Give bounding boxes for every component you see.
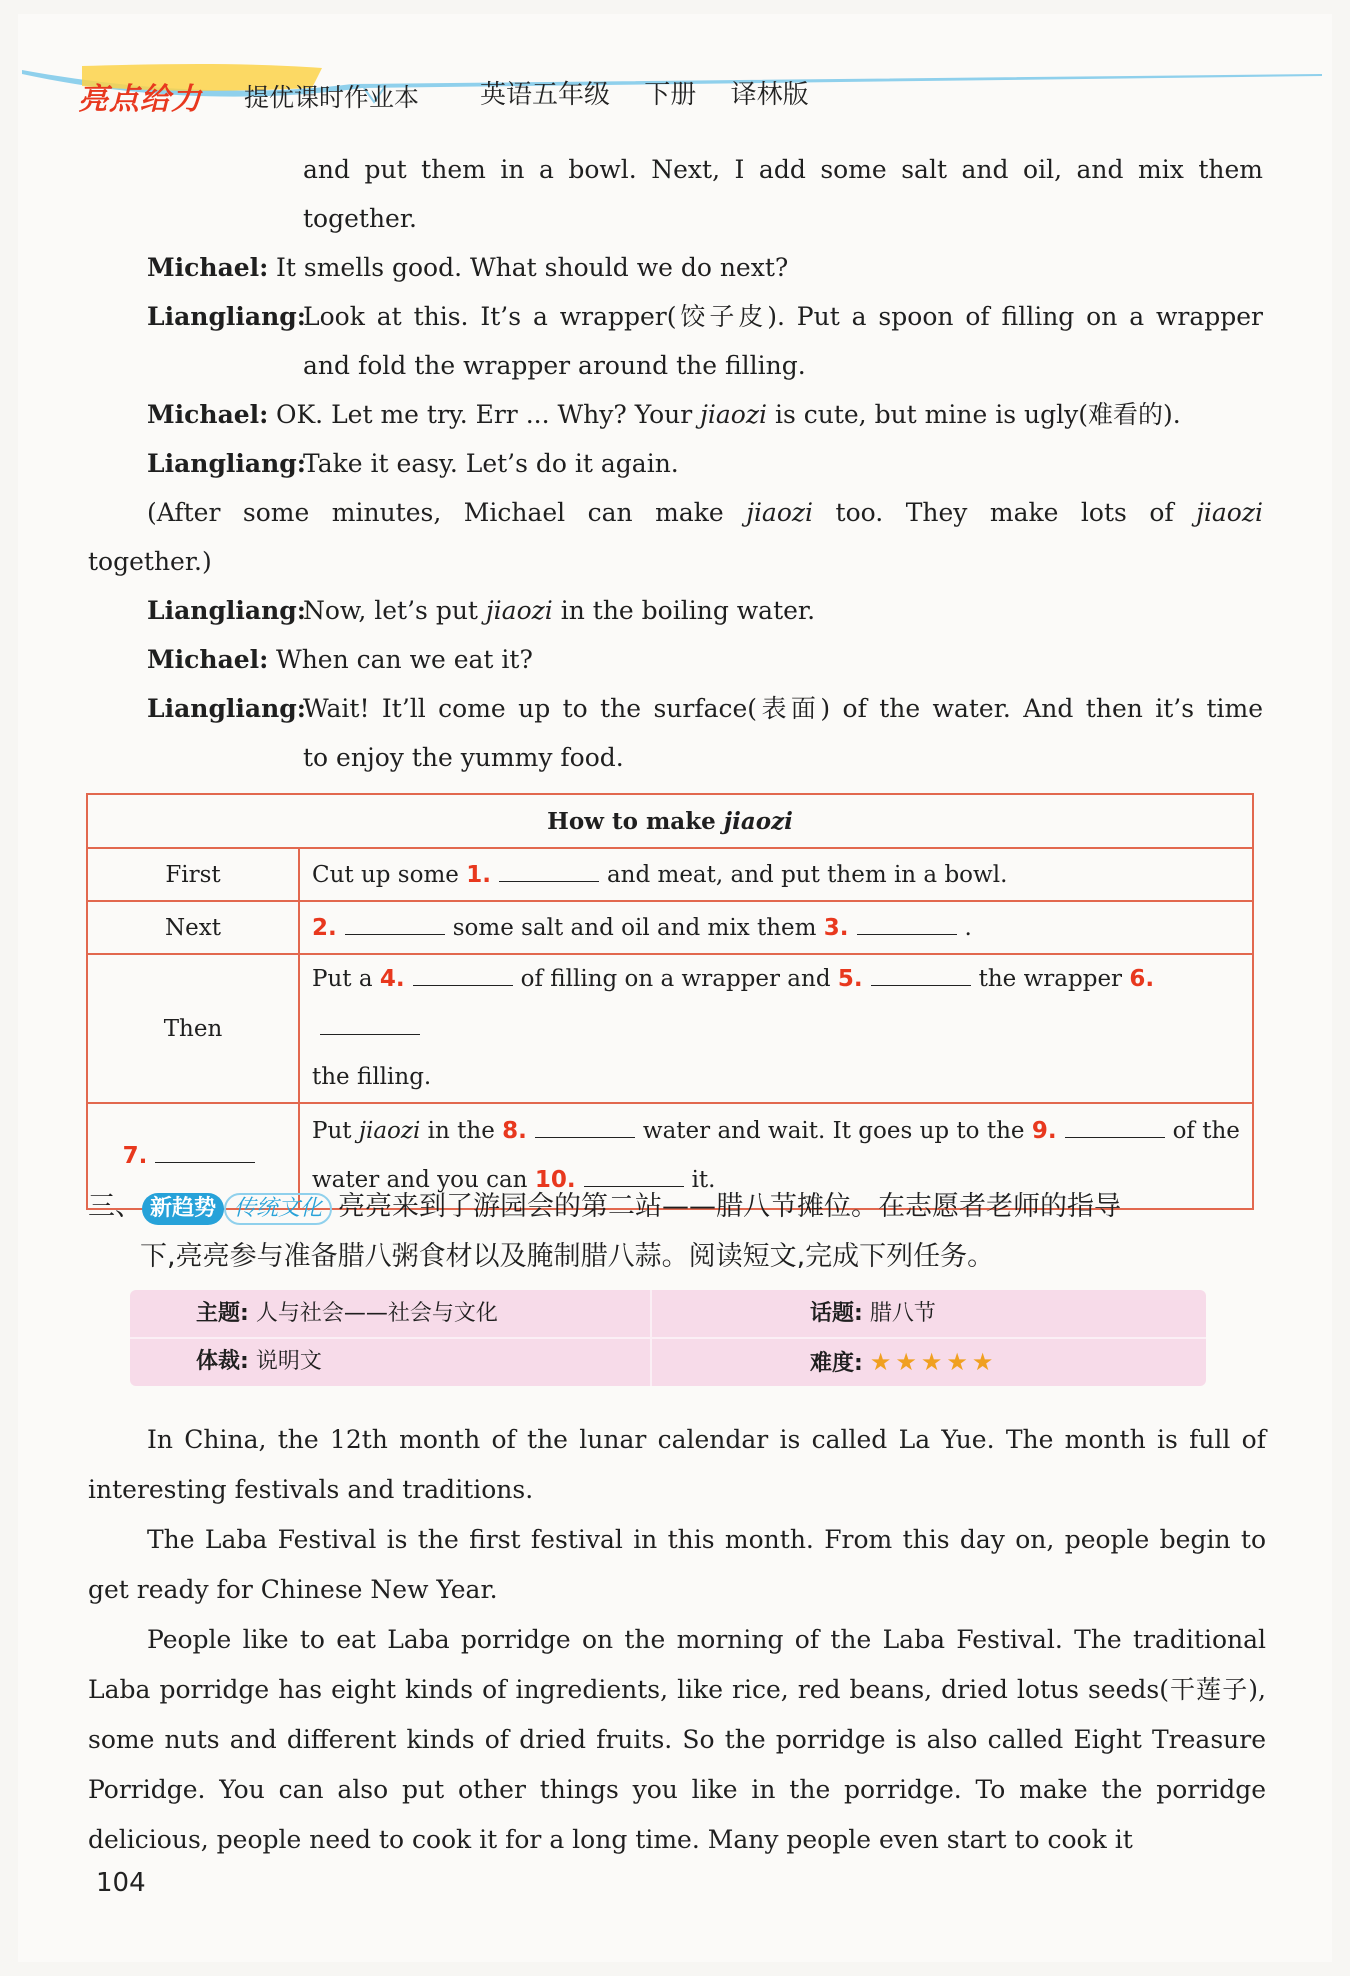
page-header <box>0 0 1350 130</box>
dialogue-text: Wait! It’ll come up to the surface(表面) of the water. And then it’s time <box>303 694 1263 723</box>
step-label: 7. <box>87 1103 299 1209</box>
step-text: Put jiaozi in the 8. water and wait. It goes up to the 9. of the water and you can 10. it. <box>299 1103 1253 1209</box>
book-info <box>480 74 835 111</box>
stage-direction-end: together.) <box>88 547 212 576</box>
step-label: Then <box>87 954 299 1103</box>
speaker-name: Liangliang: <box>147 694 307 723</box>
brand-logo-text: 亮点给力 <box>78 82 202 117</box>
answer-blank[interactable] <box>871 967 971 986</box>
dialogue-text: When can we eat it? <box>276 645 533 674</box>
dialogue-line: together. <box>303 204 417 233</box>
volume: 下册 <box>644 80 697 110</box>
dialogue-line <box>88 243 1263 292</box>
dialogue-line <box>88 684 1263 733</box>
answer-blank[interactable] <box>155 1144 255 1163</box>
table-row <box>87 848 1253 901</box>
reading-passage <box>88 1415 1266 1865</box>
dialogue-text: Take it easy. Let’s do it again. <box>303 449 679 478</box>
answer-blank[interactable] <box>413 967 513 986</box>
dialogue-line <box>88 439 1263 488</box>
instruction-line: 三、 新趋势 传统文化 亮亮来到了游园会的第二站——腊八节摊位。在志愿者老师的指导 <box>88 1182 1268 1232</box>
dialogue <box>88 145 1263 782</box>
answer-blank[interactable] <box>857 916 957 935</box>
dialogue-text: It smells good. What should we do next? <box>276 253 789 282</box>
dialogue-line: and put them in a bowl. Next, I add some salt and oil, and mix them <box>303 155 1263 184</box>
speaker-name: Liangliang: <box>147 302 307 331</box>
step-text: Cut up some 1. and meat, and put them in a bowl. <box>299 848 1253 901</box>
speaker-name: Liangliang: <box>147 449 307 478</box>
answer-blank[interactable] <box>1065 1119 1165 1138</box>
table-row <box>87 901 1253 954</box>
step-text: Put a 4. of filling on a wrapper and 5. the wrapper 6. the filling. <box>299 954 1253 1103</box>
dialogue-line: and fold the wrapper around the filling. <box>303 351 806 380</box>
stage-direction: (After some minutes, Michael can make jiaozi too. They make lots of jiaozi <box>147 498 1263 527</box>
answer-blank[interactable] <box>320 1016 420 1035</box>
table-row <box>87 954 1253 1103</box>
speaker-name: Michael: <box>147 400 269 429</box>
dialogue-line <box>88 390 1263 439</box>
answer-blank[interactable] <box>345 916 445 935</box>
dialogue-line: to enjoy the yummy food. <box>303 743 624 772</box>
speaker-name: Michael: <box>147 645 269 674</box>
dialogue-text: OK. Let me try. Err ... Why? Your jiaozi is cute, but mine is ugly(难看的). <box>276 400 1181 429</box>
culture-badge: 传统文化 <box>224 1193 332 1225</box>
genre-info: 体裁: 说明文 <box>196 1349 322 1374</box>
dialogue-text: Now, let’s put jiaozi in the boiling water. <box>303 596 816 625</box>
subject-grade: 英语五年级 <box>480 80 611 110</box>
edition: 译林版 <box>730 80 809 110</box>
dialogue-line <box>88 586 1263 635</box>
reading-info-box <box>130 1290 1206 1386</box>
dialogue-line <box>88 292 1263 341</box>
dialogue-text: Look at this. It’s a wrapper(饺子皮). Put a spoon of filling on a wrapper <box>303 302 1263 331</box>
step-label: Next <box>87 901 299 954</box>
theme-info: 主题: 人与社会——社会与文化 <box>196 1301 498 1326</box>
dialogue-line <box>88 635 1263 684</box>
speaker-name: Michael: <box>147 253 269 282</box>
step-label: First <box>87 848 299 901</box>
passage-paragraph: People like to eat Laba porridge on the morning of the Laba Festival. The traditional Laba porridge has eight kinds of ingredients, like rice, red beans, dried lotus seeds(干莲子), some nuts and different kinds of dried fruits. So the porridge is also called Eight Treasure Porridge. You can also put other things you like in the porridge. To make the porridge delicious, people need to cook it for a long time. Many people even start to cook it <box>88 1625 1266 1854</box>
page-number: 104 <box>96 1868 146 1898</box>
section-number: 三、 <box>88 1191 142 1222</box>
difficulty-info: 难度: ★★★★★ <box>810 1348 998 1376</box>
difficulty-stars-icon: ★★★★★ <box>869 1348 998 1376</box>
topic-info: 话题: 腊八节 <box>810 1301 936 1326</box>
series-title: 提优课时作业本 <box>244 83 420 112</box>
passage-paragraph: In China, the 12th month of the lunar calendar is called La Yue. The month is full of interesting festivals and traditions. <box>88 1425 1266 1504</box>
instruction-line: 下,亮亮参与准备腊八粥食材以及腌制腊八蒜。阅读短文,完成下列任务。 <box>140 1241 995 1272</box>
section-three-instructions <box>88 1182 1268 1282</box>
table-title: How to make jiaozi <box>87 794 1253 848</box>
jiaozi-steps-table <box>86 793 1254 1210</box>
passage-paragraph: The Laba Festival is the first festival in this month. From this day on, people begin to get ready for Chinese New Year. <box>88 1525 1266 1604</box>
answer-blank[interactable] <box>535 1119 635 1138</box>
step-text: 2. some salt and oil and mix them 3. . <box>299 901 1253 954</box>
speaker-name: Liangliang: <box>147 596 307 625</box>
answer-blank[interactable] <box>499 863 599 882</box>
new-trend-badge: 新趋势 <box>142 1193 224 1225</box>
